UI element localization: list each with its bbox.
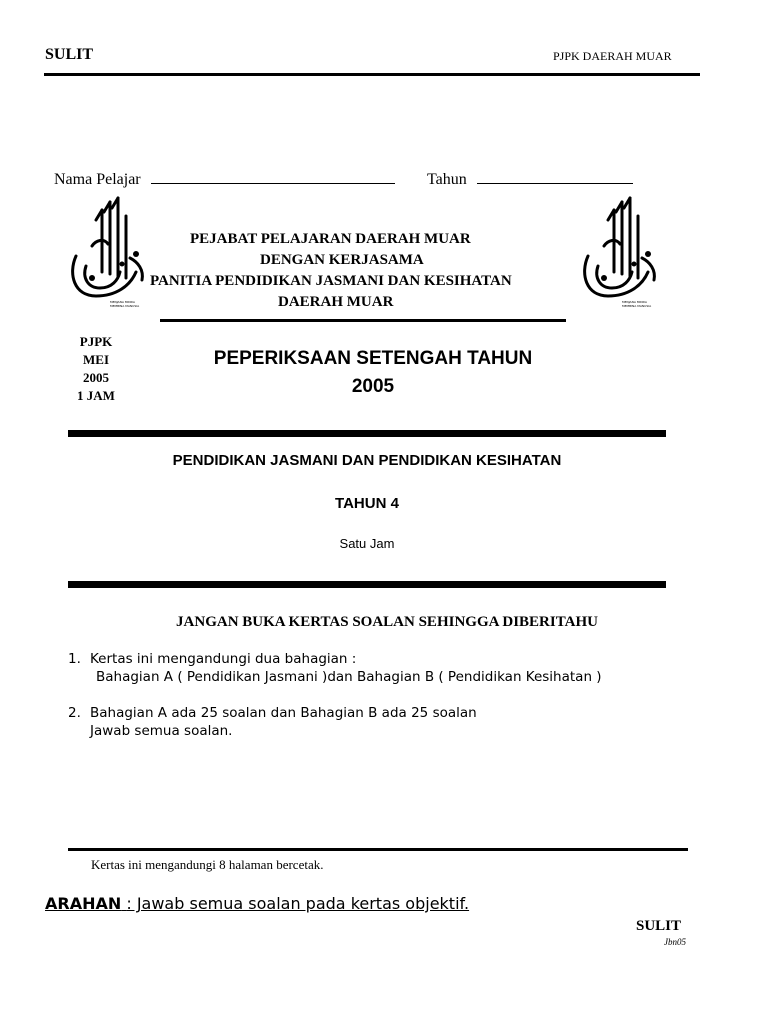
exam-info-year: 2005 [83, 370, 109, 385]
student-year-label: Tahun [427, 171, 467, 188]
warning-text: JANGAN BUKA KERTAS SOALAN SEHINGGA DIBERITAHU [176, 614, 598, 630]
footer-rule [68, 848, 688, 851]
instruction-item [68, 704, 728, 744]
pages-note: Kertas ini mengandungi 8 halaman bercetak. [91, 857, 324, 872]
exam-info-duration: 1 JAM [77, 388, 115, 403]
arahan-line [45, 894, 469, 913]
header-rule [44, 73, 700, 76]
instruction-item [68, 650, 728, 704]
organizer-line4: DAERAH MUAR [278, 294, 394, 310]
logo-caption-line1: MENJANA MINDA [110, 300, 135, 304]
level-title: TAHUN 4 [335, 495, 399, 512]
student-year-field [427, 169, 633, 189]
arahan-label: ARAHAN [45, 894, 122, 913]
exam-title [148, 345, 598, 401]
instruction-line: Bahagian A ada 25 soalan dan Bahagian B ada 25 soalan [90, 705, 477, 721]
logo-caption-line2: MEMBINA MANUSIA [622, 304, 652, 308]
instruction-number: 2. [68, 705, 81, 721]
header-left-sulit: SULIT [45, 46, 94, 63]
student-year-blank[interactable] [477, 169, 633, 184]
header-right-office: PJPK DAERAH MUAR [553, 49, 672, 63]
instruction-line: Jawab semua soalan. [90, 723, 233, 739]
exam-title-line2: 2005 [351, 376, 395, 397]
instruction-list [68, 650, 728, 744]
subject-title: PENDIDIKAN JASMANI DAN PENDIDIKAN KESIHATAN [172, 452, 562, 469]
organizer-rule [160, 319, 566, 322]
title-rule-bottom [68, 581, 666, 588]
organizer-line3: PANITIA PENDIDIKAN JASMANI DAN KESIHATAN [150, 273, 512, 289]
instruction-number: 1. [68, 651, 81, 667]
title-rule-top [68, 430, 666, 437]
footer-sulit: SULIT [636, 918, 682, 934]
exam-info [66, 333, 126, 405]
organizer-line2: DENGAN KERJASAMA [260, 252, 424, 268]
organizer-line1: PEJABAT PELAJARAN DAERAH MUAR [190, 231, 471, 247]
exam-info-code: PJPK [79, 334, 113, 349]
student-name-field [54, 169, 395, 189]
organizer-block [130, 229, 600, 313]
duration-text: Satu Jam [339, 536, 395, 551]
student-name-blank[interactable] [151, 169, 395, 184]
logo-caption-line1: MENJANA MINDA [622, 300, 647, 304]
student-name-label: Nama Pelajar [54, 171, 141, 188]
arahan-text: : Jawab semua soalan pada kertas objektif. [126, 894, 470, 913]
logo-caption-line2: MEMBINA MANUSIA [110, 304, 140, 308]
exam-info-month: MEI [83, 352, 109, 367]
instruction-line: Bahagian A ( Pendidikan Jasmani )dan Bahagian B ( Pendidikan Kesihatan ) [96, 669, 602, 685]
exam-title-line1: PEPERIKSAAN SETENGAH TAHUN [213, 348, 533, 369]
instruction-line: Kertas ini mengandungi dua bahagian : [90, 651, 357, 667]
footer-code: Jbn05 [664, 937, 686, 947]
